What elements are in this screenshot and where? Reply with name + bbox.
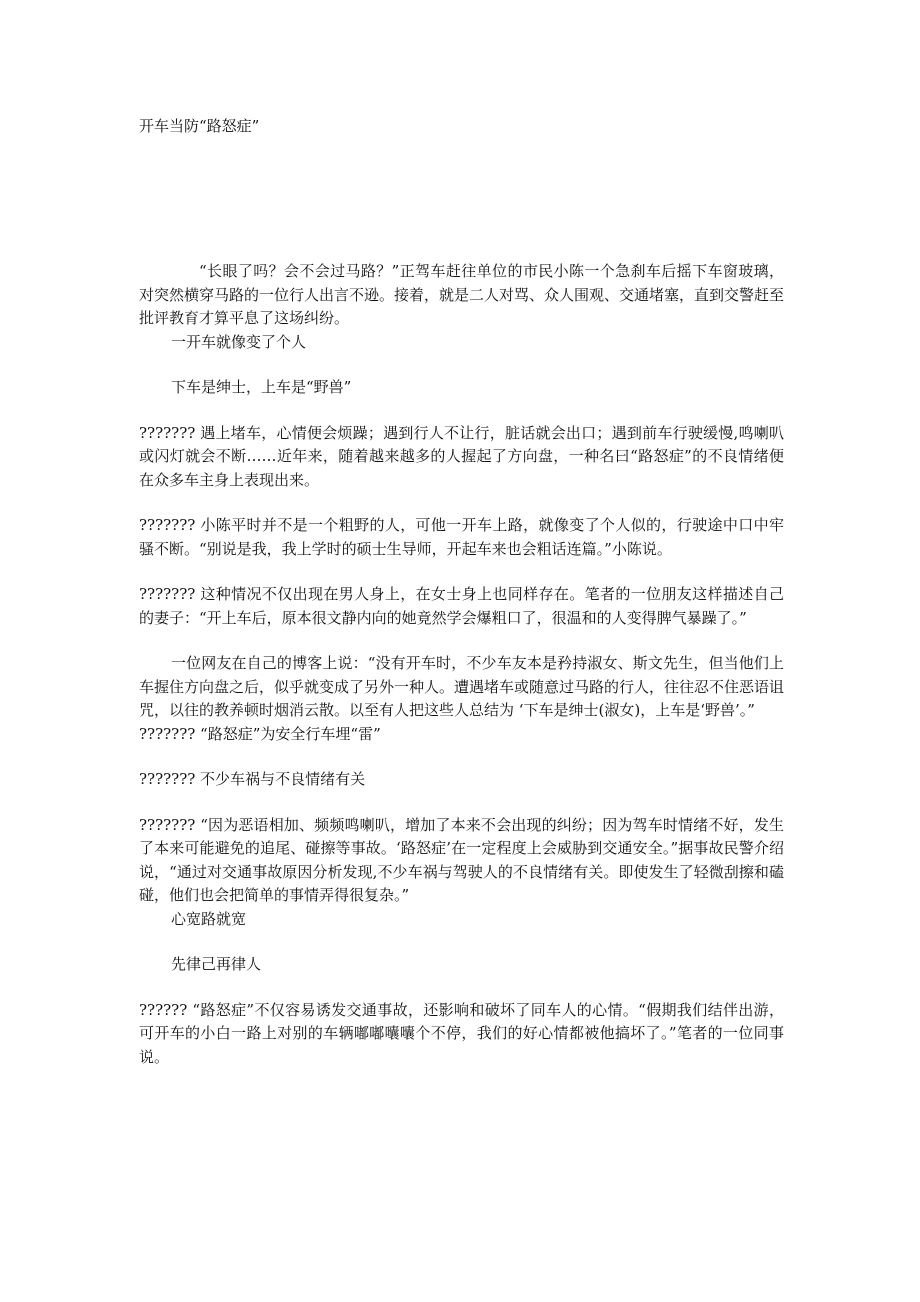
- document-body: [139, 260, 784, 1069]
- paragraph: 一位网友在自己的博客上说：“没有开车时，不少车友本是矜持淑女、斯文先生，但当他们上车握住方向盘之后，似乎就变成了另外一种人。遭遇堵车或随意过马路的行人，往往忍不住恶语诅咒，以往的教养顿时烟消云散。以至有人把这些人总结为 ‘下车是绅士(淑女)，上车是‘野兽’。”: [139, 654, 785, 719]
- section-heading: 一开车就像变了个人: [171, 332, 307, 351]
- subheading: 下车是绅士，上车是“野兽”: [171, 378, 352, 396]
- subheading: ??????? 不少车祸与不良情绪有关: [139, 770, 366, 788]
- paragraph: ??????? “因为恶语相加、频频鸣喇叭，增加了本来不会出现的纠纷；因为驾车时情绪不好，发生了本来可能避免的追尾、碰擦等事故。‘路怒症’在一定程度上会威胁到交通安全。”据事故民警介绍说，“通过对交通事故原因分析发现,不少车祸与驾驶人的不良情绪有关。即使发生了轻微刮擦和磕碰，他们也会把简单的事情弄得很复杂。”: [139, 815, 784, 904]
- paragraph: ??????? 小陈平时并不是一个粗野的人，可他一开车上路，就像变了个人似的，行驶途中口中牢骚不断。“别说是我，我上学时的硕士生导师，开起车来也会粗话连篇。”小陈说。: [139, 516, 784, 558]
- section-heading: ??????? “路怒症”为安全行车埋“雷”: [139, 724, 381, 743]
- paragraph: ??????? 遇上堵车，心情便会烦躁；遇到行人不让行，脏话就会出口；遇到前车行驶缓慢,鸣喇叭或闪灯就会不断……近年来，随着越来越多的人握起了方向盘，一种名曰“路怒症”的不良情绪便在众多车主身上表现出来。: [139, 423, 784, 489]
- section-heading: 心宽路就宽: [171, 909, 247, 928]
- document-title: 开车当防“路怒症”: [139, 117, 260, 135]
- subheading: 先律己再律人: [171, 955, 262, 973]
- paragraph: ??????? 这种情况不仅出现在男人身上，在女士身上也同样存在。笔者的一位朋友这样描述自己的妻子：“开上车后，原本很文静内向的她竟然学会爆粗口了，很温和的人变得脾气暴躁了。”: [139, 585, 784, 627]
- paragraph: ?????? “路怒症”不仅容易诱发交通事故，还影响和破坏了同车人的心情。“假期我们结伴出游，可开车的小白一路上对别的车辆嘟嘟囔囔个不停，我们的好心情都被他搞坏了。”笔者的一位同事说。: [139, 1000, 784, 1066]
- paragraph-intro: “长眼了吗？会不会过马路？”正驾车赶往单位的市民小陈一个急刹车后摇下车窗玻璃，对突然横穿马路的一位行人出言不逊。接着，就是二人对骂、众人围观、交通堵塞，直到交警赶至批评教育才算平息了这场纠纷。: [139, 262, 785, 327]
